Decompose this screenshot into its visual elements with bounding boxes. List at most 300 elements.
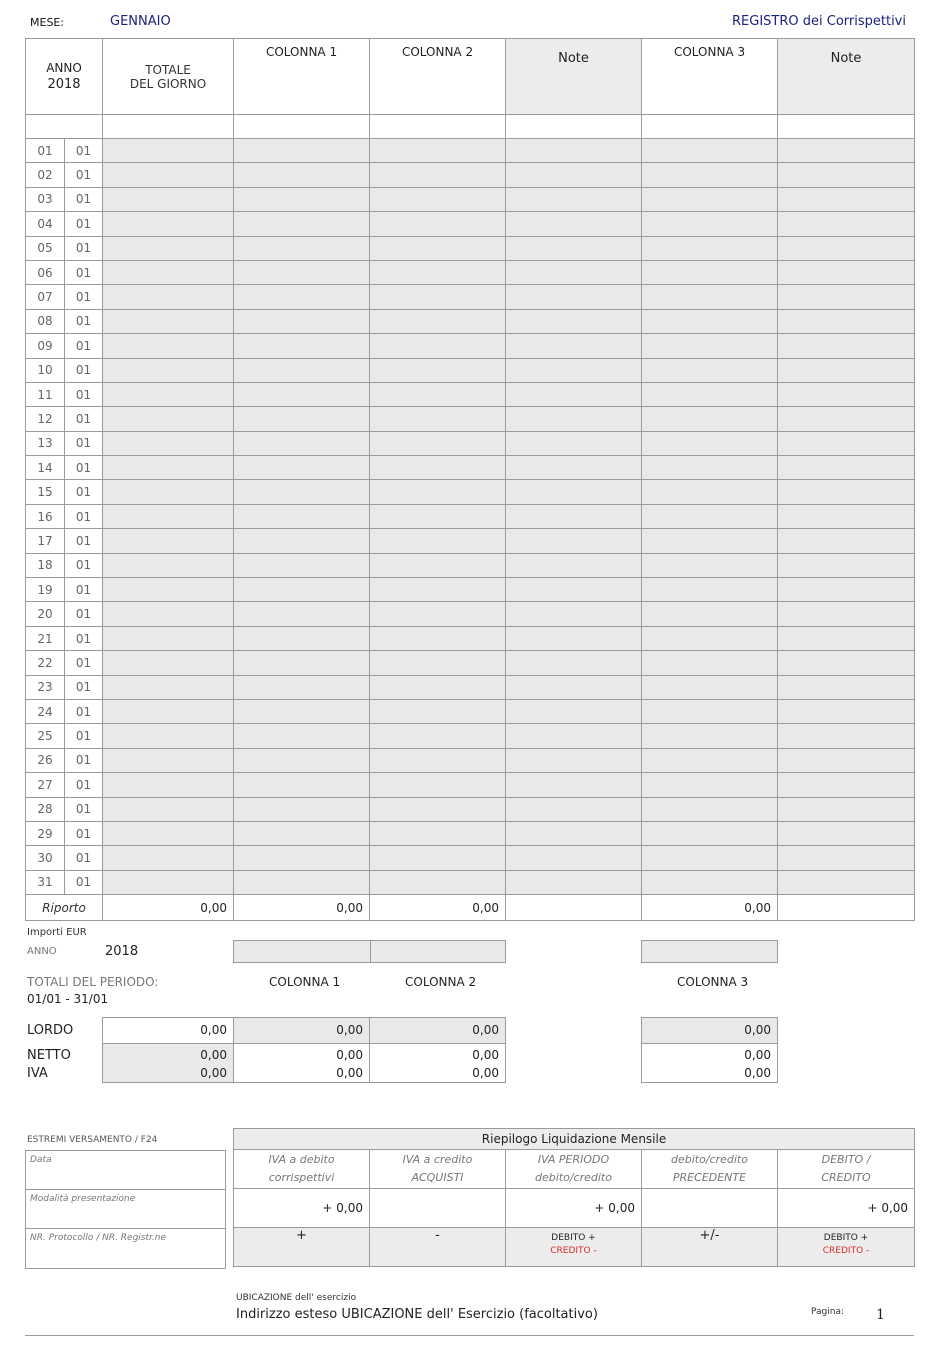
totale-cell[interactable] (103, 553, 234, 577)
col3-cell[interactable] (642, 724, 778, 748)
note2-cell[interactable] (778, 578, 915, 602)
riep-h4 (642, 1150, 778, 1189)
col2-cell[interactable] (370, 456, 506, 480)
note2-cell[interactable] (778, 236, 915, 260)
col3-cell[interactable] (642, 334, 778, 358)
day-number: 03 (26, 187, 65, 211)
col3-cell[interactable] (642, 431, 778, 455)
note1-cell[interactable] (506, 285, 642, 309)
note1-cell[interactable] (506, 602, 642, 626)
note1-cell[interactable] (506, 309, 642, 333)
col3-cell[interactable] (642, 163, 778, 187)
anno-box-col3 (641, 940, 778, 963)
iva-totale: 0,00 (200, 1066, 227, 1080)
totale-cell[interactable] (103, 260, 234, 284)
col2-cell[interactable] (370, 407, 506, 431)
note2-cell[interactable] (778, 431, 915, 455)
riep-h1b: corrispettivi (268, 1171, 335, 1184)
col1-cell[interactable] (234, 748, 370, 772)
note2-cell[interactable] (778, 260, 915, 284)
riep-h1 (234, 1150, 370, 1189)
col3-cell[interactable] (642, 139, 778, 163)
col3-cell[interactable] (642, 358, 778, 382)
day-number: 19 (26, 578, 65, 602)
note2-cell[interactable] (778, 480, 915, 504)
totale-cell[interactable] (103, 407, 234, 431)
note2-cell[interactable] (778, 724, 915, 748)
totale-cell[interactable] (103, 699, 234, 723)
riep-h2b: ACQUISTI (411, 1171, 464, 1184)
col2-cell[interactable] (370, 139, 506, 163)
col1-cell[interactable] (234, 724, 370, 748)
note1-cell[interactable] (506, 821, 642, 845)
col2-cell[interactable] (370, 870, 506, 894)
day-number: 31 (26, 870, 65, 894)
month-number: 01 (65, 407, 103, 431)
day-row (26, 675, 915, 699)
day-row (26, 821, 915, 845)
note1-cell[interactable] (506, 431, 642, 455)
note1-cell[interactable] (506, 529, 642, 553)
col1-cell[interactable] (234, 699, 370, 723)
month-number: 01 (65, 748, 103, 772)
note2-cell[interactable] (778, 456, 915, 480)
col3-cell[interactable] (642, 675, 778, 699)
note2-cell[interactable] (778, 407, 915, 431)
note1-cell[interactable] (506, 236, 642, 260)
col1-cell[interactable] (234, 675, 370, 699)
month-number: 01 (65, 334, 103, 358)
riepilogo-table (233, 1128, 915, 1267)
riporto-col1: 0,00 (234, 895, 370, 921)
col3-cell[interactable] (642, 651, 778, 675)
totale-cell[interactable] (103, 651, 234, 675)
note1-cell[interactable] (506, 626, 642, 650)
totale-cell[interactable] (103, 821, 234, 845)
note1-cell[interactable] (506, 846, 642, 870)
col3-cell[interactable] (642, 456, 778, 480)
totale-cell[interactable] (103, 675, 234, 699)
footer-divider (25, 1335, 914, 1336)
note2-cell[interactable] (778, 797, 915, 821)
col1-cell[interactable] (234, 163, 370, 187)
estremi-protocollo: NR. Protocollo / NR. Registr.ne (30, 1233, 166, 1243)
col3-cell[interactable] (642, 260, 778, 284)
note1-cell[interactable] (506, 334, 642, 358)
note1-cell[interactable] (506, 212, 642, 236)
note-1-header: Note (506, 39, 642, 115)
col3-cell[interactable] (642, 382, 778, 406)
month-number: 01 (65, 382, 103, 406)
day-number: 17 (26, 529, 65, 553)
col2-cell[interactable] (370, 334, 506, 358)
col1-cell[interactable] (234, 870, 370, 894)
riep-h2a: IVA a credito (402, 1153, 473, 1166)
riep-h5 (778, 1150, 915, 1189)
note2-cell[interactable] (778, 382, 915, 406)
col2-cell[interactable] (370, 626, 506, 650)
col1-cell[interactable] (234, 358, 370, 382)
netto-iva-col1-box (233, 1043, 370, 1083)
col3-cell[interactable] (642, 480, 778, 504)
riporto-col2: 0,00 (370, 895, 506, 921)
col2-cell[interactable] (370, 846, 506, 870)
col2-cell[interactable] (370, 529, 506, 553)
totals-col3-label: COLONNA 3 (677, 975, 749, 989)
col1-cell[interactable] (234, 382, 370, 406)
note1-cell[interactable] (506, 748, 642, 772)
col1-cell[interactable] (234, 456, 370, 480)
day-number: 04 (26, 212, 65, 236)
col2-cell[interactable] (370, 504, 506, 528)
col2-cell[interactable] (370, 602, 506, 626)
note1-cell[interactable] (506, 699, 642, 723)
col1-cell[interactable] (234, 407, 370, 431)
totale-cell[interactable] (103, 358, 234, 382)
col1-cell[interactable] (234, 212, 370, 236)
day-row (26, 699, 915, 723)
riporto-col3: 0,00 (642, 895, 778, 921)
lordo-col3: 0,00 (744, 1023, 771, 1037)
col3-cell[interactable] (642, 187, 778, 211)
riep-s3 (506, 1228, 642, 1267)
col3-cell[interactable] (642, 285, 778, 309)
netto-iva-col3-box (641, 1043, 778, 1083)
col2-cell[interactable] (370, 553, 506, 577)
riep-h5b: CREDITO (821, 1171, 871, 1184)
totale-cell[interactable] (103, 773, 234, 797)
riep-s5 (778, 1228, 915, 1267)
col1-cell[interactable] (234, 773, 370, 797)
pagina-label: Pagina: (811, 1307, 845, 1317)
col2-cell[interactable] (370, 748, 506, 772)
colonna-2-header: COLONNA 2 (370, 39, 506, 115)
col2-cell[interactable] (370, 358, 506, 382)
totale-cell[interactable] (103, 529, 234, 553)
note2-cell[interactable] (778, 553, 915, 577)
estremi-box (25, 1150, 226, 1269)
day-number: 01 (26, 139, 65, 163)
month-number: 01 (65, 651, 103, 675)
day-number: 05 (26, 236, 65, 260)
note1-cell[interactable] (506, 675, 642, 699)
note2-cell[interactable] (778, 139, 915, 163)
col2-cell[interactable] (370, 675, 506, 699)
col1-cell[interactable] (234, 187, 370, 211)
lordo-col2-box (369, 1017, 506, 1044)
day-row (26, 724, 915, 748)
note2-cell[interactable] (778, 285, 915, 309)
totale-cell[interactable] (103, 212, 234, 236)
month-number: 01 (65, 139, 103, 163)
col1-cell[interactable] (234, 651, 370, 675)
note1-cell[interactable] (506, 139, 642, 163)
totale-cell[interactable] (103, 724, 234, 748)
month-number: 01 (65, 724, 103, 748)
col3-cell[interactable] (642, 504, 778, 528)
pagina-value: 1 (876, 1307, 885, 1323)
col2-cell[interactable] (370, 187, 506, 211)
note1-cell[interactable] (506, 553, 642, 577)
col3-cell[interactable] (642, 578, 778, 602)
col3-cell[interactable] (642, 529, 778, 553)
day-row (26, 480, 915, 504)
col3-cell[interactable] (642, 699, 778, 723)
col1-cell[interactable] (234, 553, 370, 577)
iva-col3: 0,00 (744, 1066, 771, 1080)
col2-cell[interactable] (370, 724, 506, 748)
daily-register-table (25, 38, 915, 921)
totals-col2-label: COLONNA 2 (405, 975, 477, 989)
col2-cell[interactable] (370, 821, 506, 845)
note2-cell[interactable] (778, 651, 915, 675)
day-row (26, 163, 915, 187)
totale-cell[interactable] (103, 163, 234, 187)
note2-cell[interactable] (778, 212, 915, 236)
day-row (26, 846, 915, 870)
totale-cell[interactable] (103, 334, 234, 358)
totale-cell[interactable] (103, 285, 234, 309)
month-number: 01 (65, 260, 103, 284)
note1-cell[interactable] (506, 651, 642, 675)
col2-cell[interactable] (370, 773, 506, 797)
totale-cell[interactable] (103, 578, 234, 602)
col3-cell[interactable] (642, 773, 778, 797)
totale-cell[interactable] (103, 139, 234, 163)
month-number: 01 (65, 773, 103, 797)
note2-cell[interactable] (778, 821, 915, 845)
col3-cell[interactable] (642, 846, 778, 870)
netto-col3: 0,00 (744, 1048, 771, 1062)
note2-cell[interactable] (778, 334, 915, 358)
day-row (26, 431, 915, 455)
col3-cell[interactable] (642, 797, 778, 821)
day-number: 02 (26, 163, 65, 187)
day-row (26, 285, 915, 309)
note1-cell[interactable] (506, 260, 642, 284)
col1-cell[interactable] (234, 821, 370, 845)
note2-cell[interactable] (778, 870, 915, 894)
day-row (26, 773, 915, 797)
col1-cell[interactable] (234, 480, 370, 504)
totale-cell[interactable] (103, 431, 234, 455)
note1-cell[interactable] (506, 163, 642, 187)
col2-cell[interactable] (370, 212, 506, 236)
lordo-totale-box (102, 1017, 234, 1044)
note2-cell[interactable] (778, 773, 915, 797)
col1-cell[interactable] (234, 626, 370, 650)
col3-cell[interactable] (642, 553, 778, 577)
note1-cell[interactable] (506, 187, 642, 211)
totale-cell[interactable] (103, 504, 234, 528)
col1-cell[interactable] (234, 236, 370, 260)
totale-cell[interactable] (103, 846, 234, 870)
col1-cell[interactable] (234, 260, 370, 284)
note2-cell[interactable] (778, 358, 915, 382)
totale-cell[interactable] (103, 309, 234, 333)
col3-cell[interactable] (642, 821, 778, 845)
col2-cell[interactable] (370, 236, 506, 260)
col1-cell[interactable] (234, 846, 370, 870)
totale-cell[interactable] (103, 382, 234, 406)
totale-cell[interactable] (103, 187, 234, 211)
day-row (26, 334, 915, 358)
page-title: REGISTRO dei Corrispettivi (732, 14, 906, 29)
day-row (26, 626, 915, 650)
col2-cell[interactable] (370, 382, 506, 406)
col3-cell[interactable] (642, 212, 778, 236)
totale-cell[interactable] (103, 480, 234, 504)
note2-cell[interactable] (778, 699, 915, 723)
day-number: 18 (26, 553, 65, 577)
note2-cell[interactable] (778, 748, 915, 772)
note2-cell[interactable] (778, 675, 915, 699)
note1-cell[interactable] (506, 870, 642, 894)
month-number: 01 (65, 553, 103, 577)
month-number: 01 (65, 456, 103, 480)
note2-cell[interactable] (778, 187, 915, 211)
riepilogo-title: Riepilogo Liquidazione Mensile (234, 1129, 915, 1150)
month-number: 01 (65, 578, 103, 602)
col2-cell[interactable] (370, 480, 506, 504)
note1-cell[interactable] (506, 456, 642, 480)
day-row (26, 358, 915, 382)
col3-cell[interactable] (642, 236, 778, 260)
note2-cell[interactable] (778, 602, 915, 626)
col1-cell[interactable] (234, 334, 370, 358)
del-giorno-label: DEL GIORNO (129, 76, 207, 91)
day-row (26, 309, 915, 333)
note2-cell[interactable] (778, 163, 915, 187)
col3-cell[interactable] (642, 626, 778, 650)
riep-s5a: DEBITO + (823, 1233, 869, 1243)
lordo-col1: 0,00 (336, 1023, 363, 1037)
note1-cell[interactable] (506, 578, 642, 602)
totale-cell[interactable] (103, 870, 234, 894)
note1-cell[interactable] (506, 773, 642, 797)
note1-cell[interactable] (506, 358, 642, 382)
lordo-col3-box (641, 1017, 778, 1044)
totale-cell[interactable] (103, 797, 234, 821)
col1-cell[interactable] (234, 578, 370, 602)
day-row (26, 748, 915, 772)
iva-col2: 0,00 (472, 1066, 499, 1080)
month-number: 01 (65, 821, 103, 845)
day-number: 29 (26, 821, 65, 845)
month-number: 01 (65, 675, 103, 699)
col3-cell[interactable] (642, 602, 778, 626)
col2-cell[interactable] (370, 578, 506, 602)
month-number: 01 (65, 846, 103, 870)
note1-cell[interactable] (506, 382, 642, 406)
note2-cell[interactable] (778, 626, 915, 650)
estremi-modalita: Modalità presentazione (26, 1190, 225, 1229)
day-number: 06 (26, 260, 65, 284)
note1-cell[interactable] (506, 480, 642, 504)
lordo-label: LORDO (27, 1023, 74, 1038)
periodo-range: 01/01 - 31/01 (27, 992, 109, 1006)
col1-cell[interactable] (234, 431, 370, 455)
col1-cell[interactable] (234, 529, 370, 553)
totale-cell[interactable] (103, 748, 234, 772)
month-number: 01 (65, 212, 103, 236)
day-number: 26 (26, 748, 65, 772)
riep-s2: - (370, 1228, 506, 1267)
col2-cell[interactable] (370, 285, 506, 309)
col1-cell[interactable] (234, 139, 370, 163)
riep-h3a: IVA PERIODO (537, 1153, 610, 1166)
riep-v5: + 0,00 (778, 1189, 915, 1228)
note1-cell[interactable] (506, 797, 642, 821)
riep-s5b: CREDITO - (822, 1246, 870, 1256)
col2-cell[interactable] (370, 431, 506, 455)
note2-cell[interactable] (778, 529, 915, 553)
col2-cell[interactable] (370, 309, 506, 333)
col3-cell[interactable] (642, 870, 778, 894)
col3-cell[interactable] (642, 407, 778, 431)
month-number: 01 (65, 699, 103, 723)
note2-cell[interactable] (778, 309, 915, 333)
totale-cell[interactable] (103, 236, 234, 260)
totale-header (103, 39, 234, 115)
day-number: 08 (26, 309, 65, 333)
note2-cell[interactable] (778, 504, 915, 528)
lordo-col2: 0,00 (472, 1023, 499, 1037)
totale-cell[interactable] (103, 626, 234, 650)
col1-cell[interactable] (234, 285, 370, 309)
riporto-note1 (506, 895, 642, 921)
day-row (26, 139, 915, 163)
col3-cell[interactable] (642, 748, 778, 772)
day-number: 12 (26, 407, 65, 431)
col1-cell[interactable] (234, 309, 370, 333)
note2-cell[interactable] (778, 846, 915, 870)
day-number: 23 (26, 675, 65, 699)
day-number: 22 (26, 651, 65, 675)
anno-header (26, 39, 103, 115)
riep-v4 (642, 1189, 778, 1228)
riep-h4a: debito/credito (671, 1153, 748, 1166)
totals-anno-value: 2018 (105, 944, 139, 959)
riep-h3b: debito/credito (535, 1171, 612, 1184)
month-number: 01 (65, 602, 103, 626)
totale-cell[interactable] (103, 602, 234, 626)
col2-cell[interactable] (370, 260, 506, 284)
day-row (26, 602, 915, 626)
note1-cell[interactable] (506, 724, 642, 748)
day-number: 07 (26, 285, 65, 309)
netto-col2: 0,00 (472, 1048, 499, 1062)
month-number: 01 (65, 431, 103, 455)
col1-cell[interactable] (234, 797, 370, 821)
col1-cell[interactable] (234, 504, 370, 528)
lordo-col1-box (233, 1017, 370, 1044)
riep-s3b: CREDITO - (550, 1246, 597, 1256)
col1-cell[interactable] (234, 602, 370, 626)
riep-s1: + (234, 1228, 370, 1267)
col2-cell[interactable] (370, 797, 506, 821)
netto-col1: 0,00 (336, 1048, 363, 1062)
day-number: 10 (26, 358, 65, 382)
note1-cell[interactable] (506, 504, 642, 528)
anno-label: ANNO (46, 61, 82, 75)
col2-cell[interactable] (370, 163, 506, 187)
col2-cell[interactable] (370, 651, 506, 675)
col2-cell[interactable] (370, 699, 506, 723)
note1-cell[interactable] (506, 407, 642, 431)
totale-cell[interactable] (103, 456, 234, 480)
col3-cell[interactable] (642, 309, 778, 333)
